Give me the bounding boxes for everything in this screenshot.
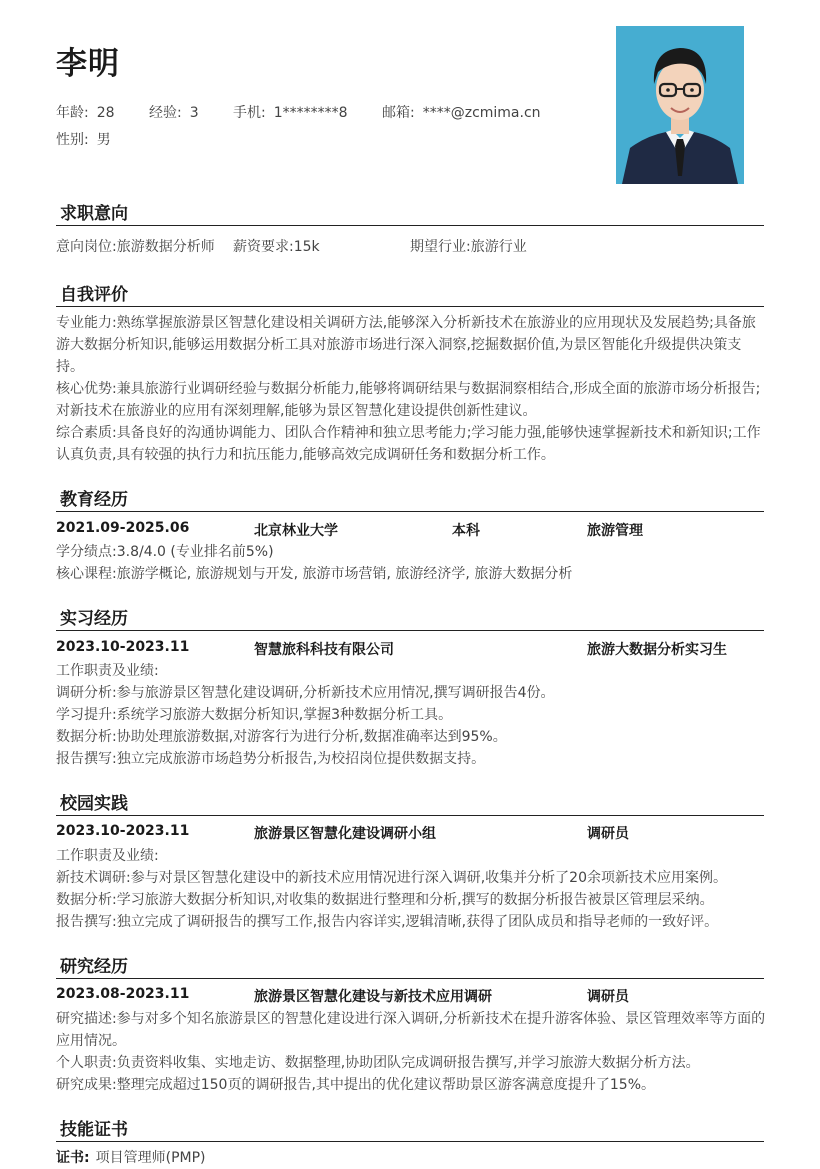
experience-label: 经验: — [149, 105, 182, 121]
candidate-name: 李明 — [56, 46, 120, 82]
gender-value: 男 — [96, 132, 111, 148]
section-divider — [56, 511, 764, 512]
certificate-label: 证书: — [56, 1150, 90, 1166]
phone-label: 手机: — [233, 105, 266, 121]
edu-degree: 本科 — [452, 523, 480, 539]
phone-value: 1********8 — [273, 105, 348, 121]
campus-duty-item: 数据分析:学习旅游大数据分析知识,对收集的数据进行整理和分析,撰写的数据分析报告被景区管理层采纳。 — [56, 892, 714, 908]
intent-salary: 薪资要求:15k — [233, 239, 320, 255]
section-title-education: 教育经历 — [60, 490, 128, 510]
campus-date: 2023.10-2023.11 — [56, 823, 190, 839]
self-eval-strengths: 核心优势:兼具旅游行业调研经验与数据分析能力,能够将调研结果与数据洞察相结合,形成全面的旅游市场分析报告;对新技术在旅游业的应用有深刻理解,能够为景区智慧化建设提供创新性建议。 — [56, 381, 761, 419]
phone-field — [233, 102, 348, 122]
research-responsibilities: 个人职责:负责资料收集、实地走访、数据整理,协助团队完成调研报告撰写,并学习旅游大数据分析方法。 — [56, 1055, 700, 1071]
campus-duties-heading: 工作职责及业绩: — [56, 848, 159, 864]
intern-duties-heading: 工作职责及业绩: — [56, 663, 159, 679]
experience-value: 3 — [189, 105, 199, 121]
research-date: 2023.08-2023.11 — [56, 986, 190, 1002]
research-description: 研究描述:参与对多个知名旅游景区的智慧化建设进行深入调研,分析新技术在提升游客体验、景区管理效率等方面的应用情况。 — [56, 1011, 766, 1049]
age-label: 年龄: — [56, 105, 89, 121]
email-value: ****@zcmima.cn — [422, 105, 541, 121]
research-project: 旅游景区智慧化建设与新技术应用调研 — [254, 989, 492, 1005]
self-eval-qualities: 综合素质:具备良好的沟通协调能力、团队合作精神和独立思考能力;学习能力强,能够快速掌握新技术和新知识;工作认真负责,具有较强的执行力和抗压能力,能够高效完成调研任务和数据分析工作。 — [56, 425, 761, 463]
campus-role: 调研员 — [587, 826, 629, 842]
edu-gpa: 学分绩点:3.8/4.0 (专业排名前5%) — [56, 544, 274, 560]
section-title-internship: 实习经历 — [60, 609, 128, 629]
section-title-campus: 校园实践 — [60, 794, 128, 814]
intern-duty-item: 报告撰写:独立完成旅游市场趋势分析报告,为校招岗位提供数据支持。 — [56, 751, 486, 767]
edu-major: 旅游管理 — [587, 523, 643, 539]
self-eval-professional: 专业能力:熟练掌握旅游景区智慧化建设相关调研方法,能够深入分析新技术在旅游业的应用现状及发展趋势;具备旅游大数据分析知识,能够运用数据分析工具对旅游市场进行深入洞察,挖掘数据价值,为景区智能化升级提供决策支持。 — [56, 315, 756, 375]
edu-courses: 核心课程:旅游学概论, 旅游规划与开发, 旅游市场营销, 旅游经济学, 旅游大数据分析 — [56, 566, 573, 582]
gender-label: 性别: — [56, 132, 89, 148]
intern-company: 智慧旅科科技有限公司 — [254, 642, 394, 658]
skills-certificate — [56, 1147, 766, 1169]
section-title-intent: 求职意向 — [60, 204, 128, 224]
section-divider — [56, 815, 764, 816]
section-divider — [56, 225, 764, 226]
intern-date: 2023.10-2023.11 — [56, 639, 190, 655]
email-field — [382, 102, 541, 122]
section-divider — [56, 1141, 764, 1142]
campus-duty-item: 新技术调研:参与对景区智慧化建设中的新技术应用情况进行深入调研,收集并分析了20余项新技术应用案例。 — [56, 870, 727, 886]
section-divider — [56, 630, 764, 631]
campus-duty-item: 报告撰写:独立完成了调研报告的撰写工作,报告内容详实,逻辑清晰,获得了团队成员和指导老师的一致好评。 — [56, 914, 719, 930]
email-label: 邮箱: — [382, 105, 415, 121]
research-role: 调研员 — [587, 989, 629, 1005]
section-divider — [56, 978, 764, 979]
research-results: 研究成果:整理完成超过150页的调研报告,其中提出的优化建议帮助景区游客满意度提升了15%。 — [56, 1077, 656, 1093]
age-value: 28 — [96, 105, 115, 121]
age-field — [56, 102, 115, 122]
certificate-value: 项目管理师(PMP) — [95, 1150, 206, 1166]
intent-industry: 期望行业:旅游行业 — [410, 239, 527, 255]
intern-duty-item: 调研分析:参与旅游景区智慧化建设调研,分析新技术应用情况,撰写调研报告4份。 — [56, 685, 555, 701]
section-title-skills: 技能证书 — [60, 1120, 128, 1140]
intent-position: 意向岗位:旅游数据分析师 — [56, 239, 215, 255]
gender-field — [56, 129, 111, 149]
section-divider — [56, 306, 764, 307]
edu-school: 北京林业大学 — [254, 523, 338, 539]
section-title-research: 研究经历 — [60, 957, 128, 977]
intern-role: 旅游大数据分析实习生 — [587, 642, 727, 658]
campus-org: 旅游景区智慧化建设调研小组 — [254, 826, 436, 842]
experience-field — [149, 102, 199, 122]
intern-duty-item: 数据分析:协助处理旅游数据,对游客行为进行分析,数据准确率达到95%。 — [56, 729, 507, 745]
intern-duty-item: 学习提升:系统学习旅游大数据分析知识,掌握3种数据分析工具。 — [56, 707, 453, 723]
profile-photo — [616, 26, 744, 184]
section-title-self-evaluation: 自我评价 — [60, 285, 128, 305]
edu-date: 2021.09-2025.06 — [56, 520, 190, 536]
